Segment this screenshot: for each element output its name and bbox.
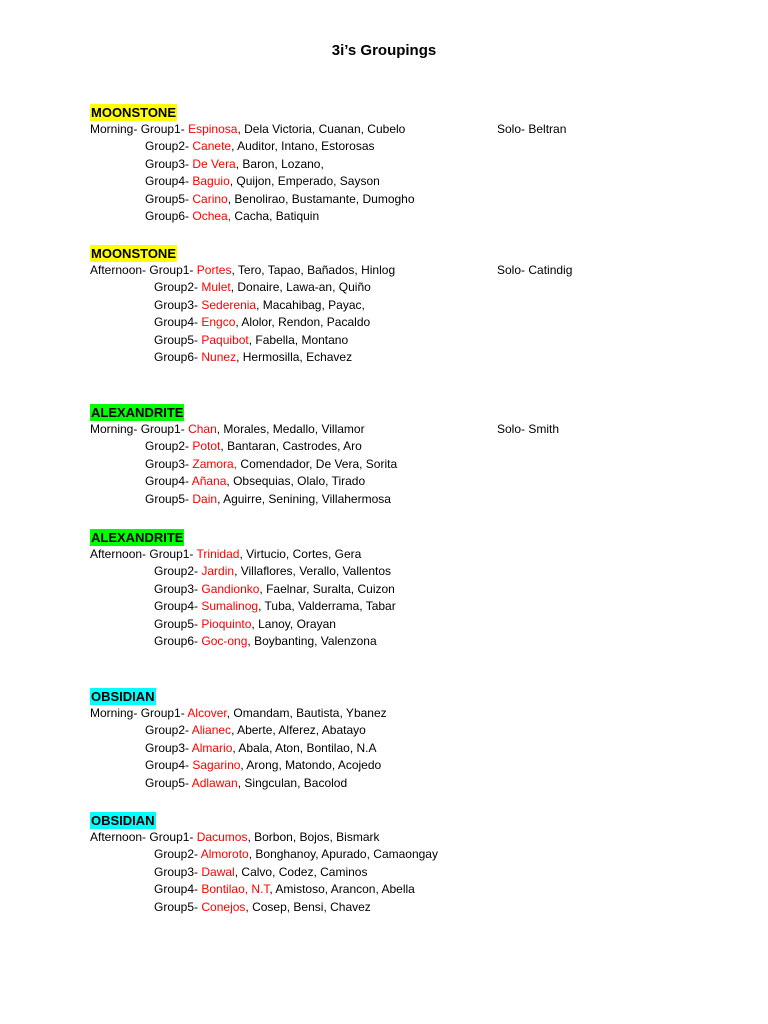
group-label: Group4- — [154, 882, 199, 897]
group-leader: Zamora, — [192, 456, 238, 471]
group-line — [90, 616, 690, 633]
group-members: , Hermosilla, Echavez — [236, 349, 353, 364]
group-members: , Dela Victoria, Cuanan, Cubelo — [237, 122, 406, 136]
group-leader: Canete — [192, 139, 232, 154]
group-line — [90, 491, 690, 508]
group-label: Group4- — [145, 758, 190, 773]
group-label: Group6- — [154, 633, 199, 648]
group-line — [90, 314, 690, 331]
group-line — [90, 421, 690, 438]
group-line — [90, 349, 690, 366]
group-label: Group4- — [154, 599, 199, 614]
session-label: Morning- — [90, 706, 138, 720]
group-label: Group3- — [154, 864, 199, 879]
group-members: , Virtucio, Cortes, Gera — [239, 547, 362, 561]
group-members: , Bantaran, Castrodes, Aro — [220, 439, 362, 454]
group-members: , Morales, Medallo, Villamor — [216, 422, 365, 436]
group-line — [90, 740, 690, 757]
group-members: , Bonghanoy, Apurado, Camaongay — [248, 847, 438, 862]
group-leader: Alcover — [187, 706, 227, 720]
group-label: Group1- — [140, 706, 185, 720]
group-label: Group1- — [149, 263, 194, 277]
group-leader: Espinosa — [188, 122, 238, 136]
group-line — [90, 546, 690, 563]
page-title: 3i’s Groupings — [331, 42, 437, 59]
group-members: , Lanoy, Orayan — [251, 616, 336, 631]
group-line — [90, 846, 690, 863]
group-leader: Trinidad — [196, 547, 240, 561]
group-label: Group2- — [154, 280, 199, 295]
group-label: Group4- — [154, 315, 199, 330]
group-leader: Pioquinto — [201, 616, 252, 631]
group-line — [90, 173, 690, 190]
group-leader: Gandionko — [201, 581, 260, 596]
group-label: Group5- — [154, 616, 199, 631]
group-leader: Chan — [188, 422, 217, 436]
group-line — [90, 279, 690, 296]
group-leader: Paquibot — [201, 332, 249, 347]
group-members: , Macahibag, Payac, — [256, 297, 365, 312]
group-label: Group3- — [145, 156, 190, 171]
group-leader: Sagarino — [192, 758, 241, 773]
group-label: Group2- — [154, 847, 199, 862]
group-members: , Cosep, Bensi, Chavez — [245, 899, 371, 914]
group-members: , Omandam, Bautista, Ybanez — [226, 706, 387, 720]
group-line — [90, 899, 690, 916]
section-obsidian-afternoon — [90, 812, 690, 916]
group-label: Group1- — [149, 830, 194, 844]
group-leader: Goc-ong — [201, 633, 248, 648]
group-label: Group6- — [154, 349, 199, 364]
group-label: Group3- — [154, 581, 199, 596]
group-members: , Aberte, Alferez, Abatayo — [231, 723, 366, 738]
group-label: Group2- — [145, 723, 190, 738]
group-leader: Potot — [192, 439, 221, 454]
group-leader: Portes — [196, 263, 232, 277]
group-members: , Baron, Lozano, — [235, 156, 324, 171]
group-label: Group2- — [145, 139, 190, 154]
group-label: Group1- — [140, 122, 185, 136]
group-members: , Donaire, Lawa-an, Quiño — [230, 280, 371, 295]
group-label: Group3- — [145, 456, 190, 471]
group-members: , Abala, Aton, Bontilao, N.A — [232, 740, 377, 755]
section-heading: OBSIDIAN — [91, 813, 155, 828]
group-line — [90, 829, 690, 846]
group-leader: Jardin — [201, 564, 235, 579]
group-leader: Mulet — [201, 280, 231, 295]
group-label: Group3- — [145, 740, 190, 755]
group-line — [90, 208, 690, 225]
group-label: Group4- — [145, 474, 190, 489]
group-label: Group5- — [154, 332, 199, 347]
group-members: , Alolor, Rendon, Pacaldo — [235, 315, 371, 330]
group-members: , Tuba, Valderrama, Tabar — [258, 599, 396, 614]
section-heading: ALEXANDRITE — [91, 530, 184, 545]
group-label: Group5- — [154, 899, 199, 914]
section-moonstone-afternoon — [90, 245, 690, 366]
section-moonstone-morning — [90, 104, 690, 225]
group-line — [90, 121, 690, 138]
group-line — [90, 722, 690, 739]
group-line — [90, 332, 690, 349]
session-label: Afternoon- — [90, 263, 147, 277]
session-label: Afternoon- — [90, 547, 147, 561]
session-label: Morning- — [90, 422, 138, 436]
group-members: Cacha, Batiquin — [231, 208, 320, 223]
group-line — [90, 633, 690, 650]
group-leader: Dawal — [201, 864, 235, 879]
group-leader: Sumalinog — [201, 599, 259, 614]
group-leader: Almoroto — [200, 847, 249, 862]
group-leader: Baguio — [192, 174, 230, 189]
section-alexandrite-morning — [90, 404, 690, 508]
group-line — [90, 191, 690, 208]
group-label: Group1- — [140, 422, 185, 436]
group-leader: Sederenia — [201, 297, 257, 312]
group-leader: Nunez — [201, 349, 237, 364]
group-line — [90, 138, 690, 155]
group-leader: Bontilao, N.T — [201, 882, 270, 897]
section-heading: MOONSTONE — [91, 105, 176, 120]
group-leader: Conejos — [201, 899, 246, 914]
group-leader: Adlawan — [191, 775, 238, 790]
group-leader: Alianec — [191, 723, 232, 738]
group-members: , Villaflores, Verallo, Vallentos — [234, 564, 392, 579]
solo-assignment: Solo- Catindig — [497, 263, 573, 277]
section-heading: MOONSTONE — [91, 246, 176, 261]
group-members: , Tero, Tapao, Bañados, Hinlog — [231, 263, 396, 277]
group-members: , Fabella, Montano — [248, 332, 349, 347]
section-heading: OBSIDIAN — [91, 689, 155, 704]
group-line — [90, 581, 690, 598]
group-line — [90, 438, 690, 455]
session-label: Afternoon- — [90, 830, 147, 844]
group-line — [90, 864, 690, 881]
group-label: Group6- — [145, 208, 190, 223]
session-label: Morning- — [90, 122, 138, 136]
section-obsidian-morning — [90, 688, 690, 792]
group-label: Group5- — [145, 491, 190, 506]
group-line — [90, 473, 690, 490]
group-label: Group2- — [145, 439, 190, 454]
group-members: , Obsequias, Olalo, Tirado — [226, 474, 366, 489]
group-members: , Faelnar, Suralta, Cuizon — [259, 581, 395, 596]
group-line — [90, 297, 690, 314]
group-members: , Auditor, Intano, Estorosas — [231, 139, 375, 154]
group-line — [90, 775, 690, 792]
group-label: Group4- — [145, 174, 190, 189]
group-members: , Boybanting, Valenzona — [247, 633, 377, 648]
group-members: , Borbon, Bojos, Bismark — [247, 830, 380, 844]
group-line — [90, 262, 690, 279]
group-leader: Engco — [201, 315, 236, 330]
group-leader: Añana — [191, 474, 227, 489]
group-line — [90, 705, 690, 722]
group-leader: Almario — [191, 740, 233, 755]
group-line — [90, 757, 690, 774]
group-line — [90, 881, 690, 898]
group-label: Group5- — [145, 775, 190, 790]
solo-assignment: Solo- Beltran — [497, 122, 567, 136]
group-members: , Quijon, Emperado, Sayson — [229, 174, 380, 189]
group-line — [90, 456, 690, 473]
solo-assignment: Solo- Smith — [497, 422, 560, 436]
group-line — [90, 598, 690, 615]
group-leader: Dacumos — [196, 830, 248, 844]
group-members: , Amistoso, Arancon, Abella — [269, 882, 415, 897]
group-line — [90, 563, 690, 580]
group-line — [90, 156, 690, 173]
group-members: Comendador, De Vera, Sorita — [237, 456, 398, 471]
group-members: , Calvo, Codez, Caminos — [234, 864, 368, 879]
group-leader: Dain — [192, 491, 218, 506]
group-label: Group2- — [154, 564, 199, 579]
group-members: , Arong, Matondo, Acojedo — [240, 758, 382, 773]
section-heading: ALEXANDRITE — [91, 405, 184, 420]
group-label: Group5- — [145, 191, 190, 206]
group-leader: Ochea, — [192, 208, 232, 223]
group-leader: Carino — [192, 191, 228, 206]
group-leader: De Vera — [192, 156, 236, 171]
group-members: , Benolirao, Bustamante, Dumogho — [227, 191, 415, 206]
group-members: , Aguirre, Senining, Villahermosa — [217, 491, 391, 506]
group-members: , Singculan, Bacolod — [237, 775, 348, 790]
group-label: Group3- — [154, 297, 199, 312]
section-alexandrite-afternoon — [90, 529, 690, 650]
group-label: Group1- — [149, 547, 194, 561]
